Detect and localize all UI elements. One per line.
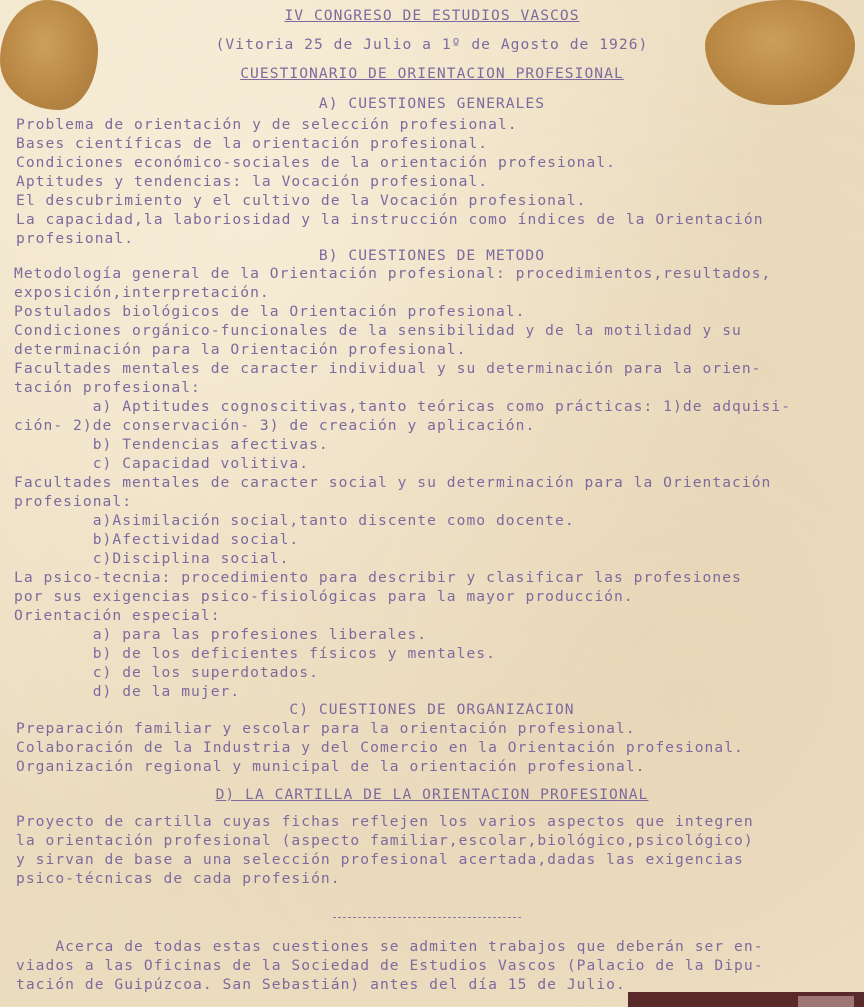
text-line: profesional:	[14, 493, 133, 510]
archive-tab	[628, 992, 864, 1007]
text-line: Metodología general de la Orientación profesional: procedimientos,resultados,	[14, 265, 772, 282]
text-line: Problema de orientación y de selección profesional.	[16, 116, 518, 133]
text-line: El descubrimiento y el cultivo de la Vocación profesional.	[16, 192, 587, 209]
text-line: Organización regional y municipal de la orientación profesional.	[16, 758, 646, 775]
text-line: a) Aptitudes cognoscitivas,tanto teóricas como prácticas: 1)de adquisi-	[14, 398, 792, 415]
text-line: a) para las profesiones liberales.	[14, 626, 428, 643]
footer-line: tación de Guipúzcoa. San Sebastián) antes del día 15 de Julio.	[16, 976, 626, 993]
text-line: a)Asimilación social,tanto discente como docente.	[14, 512, 575, 529]
text-line: por sus exigencias psico-fisiológicas para la mayor producción.	[14, 588, 634, 605]
text-line: d) de la mujer.	[14, 683, 241, 700]
text-line: ción- 2)de conservación- 3) de creación y aplicación.	[14, 417, 536, 434]
text-line: profesional.	[16, 230, 135, 247]
text-line: Postulados biológicos de la Orientación profesional.	[14, 303, 526, 320]
text-line: Proyecto de cartilla cuyas fichas reflejen los varios aspectos que integren	[16, 813, 754, 830]
text-line: Condiciones económico-sociales de la orientación profesional.	[16, 154, 617, 171]
archive-tab-label	[798, 996, 854, 1007]
text-line: b) de los deficientes físicos y mentales.	[14, 645, 496, 662]
text-line: exposición,interpretación.	[14, 284, 270, 301]
text-line: c) Capacidad volitiva.	[14, 455, 310, 472]
text-line: psico-técnicas de cada profesión.	[16, 870, 341, 887]
text-line: tación profesional:	[14, 379, 201, 396]
section-d-heading: D) LA CARTILLA DE LA ORIENTACION PROFESIONAL	[215, 786, 649, 803]
text-line: y sirvan de base a una selección profesional acertada,dadas las exigencias	[16, 851, 744, 868]
footer-line: Acerca de todas estas cuestiones se admiten trabajos que deberán ser en-	[16, 938, 764, 955]
text-line: Colaboración de la Industria y del Comercio en la Orientación profesional.	[16, 739, 744, 756]
text-line: c)Disciplina social.	[14, 550, 290, 567]
text-line: Orientación especial:	[14, 607, 221, 624]
section-c-heading: C) CUESTIONES DE ORGANIZACION	[289, 701, 575, 718]
text-line: c) de los superdotados.	[14, 664, 319, 681]
text-line: Bases científicas de la orientación profesional.	[16, 135, 489, 152]
text-line: b)Afectividad social.	[14, 531, 300, 548]
text-line: Facultades mentales de caracter individual y su determinación para la orien-	[14, 360, 762, 377]
text-line: determinación para la Orientación profesional.	[14, 341, 467, 358]
section-a-heading: A) CUESTIONES GENERALES	[318, 95, 546, 112]
text-line: Preparación familiar y escolar para la orientación profesional.	[16, 720, 636, 737]
text-line: b) Tendencias afectivas.	[14, 436, 329, 453]
footer-line: viados a las Oficinas de la Sociedad de Estudios Vascos (Palacio de la Dipu-	[16, 957, 764, 974]
text-line: La psico-tecnia: procedimiento para describir y clasificar las profesiones	[14, 569, 742, 586]
text-line: Facultades mentales de caracter social y su determinación para la Orientación	[14, 474, 772, 491]
text-line: Aptitudes y tendencias: la Vocación profesional.	[16, 173, 489, 190]
section-b-heading: B) CUESTIONES DE METODO	[318, 247, 546, 264]
divider-rule	[333, 917, 521, 918]
text-line: la orientación profesional (aspecto familiar,escolar,biológico,psicológico)	[16, 832, 754, 849]
text-line: Condiciones orgánico-funcionales de la sensibilidad y de la motilidad y su	[14, 322, 742, 339]
document-title: IV CONGRESO DE ESTUDIOS VASCOS	[284, 7, 580, 24]
document-subtitle: CUESTIONARIO DE ORIENTACION PROFESIONAL	[240, 65, 624, 82]
document-dates: (Vitoria 25 de Julio a 1º de Agosto de 1926)	[215, 36, 649, 53]
text-line: La capacidad,la laboriosidad y la instrucción como índices de la Orientación	[16, 211, 764, 228]
